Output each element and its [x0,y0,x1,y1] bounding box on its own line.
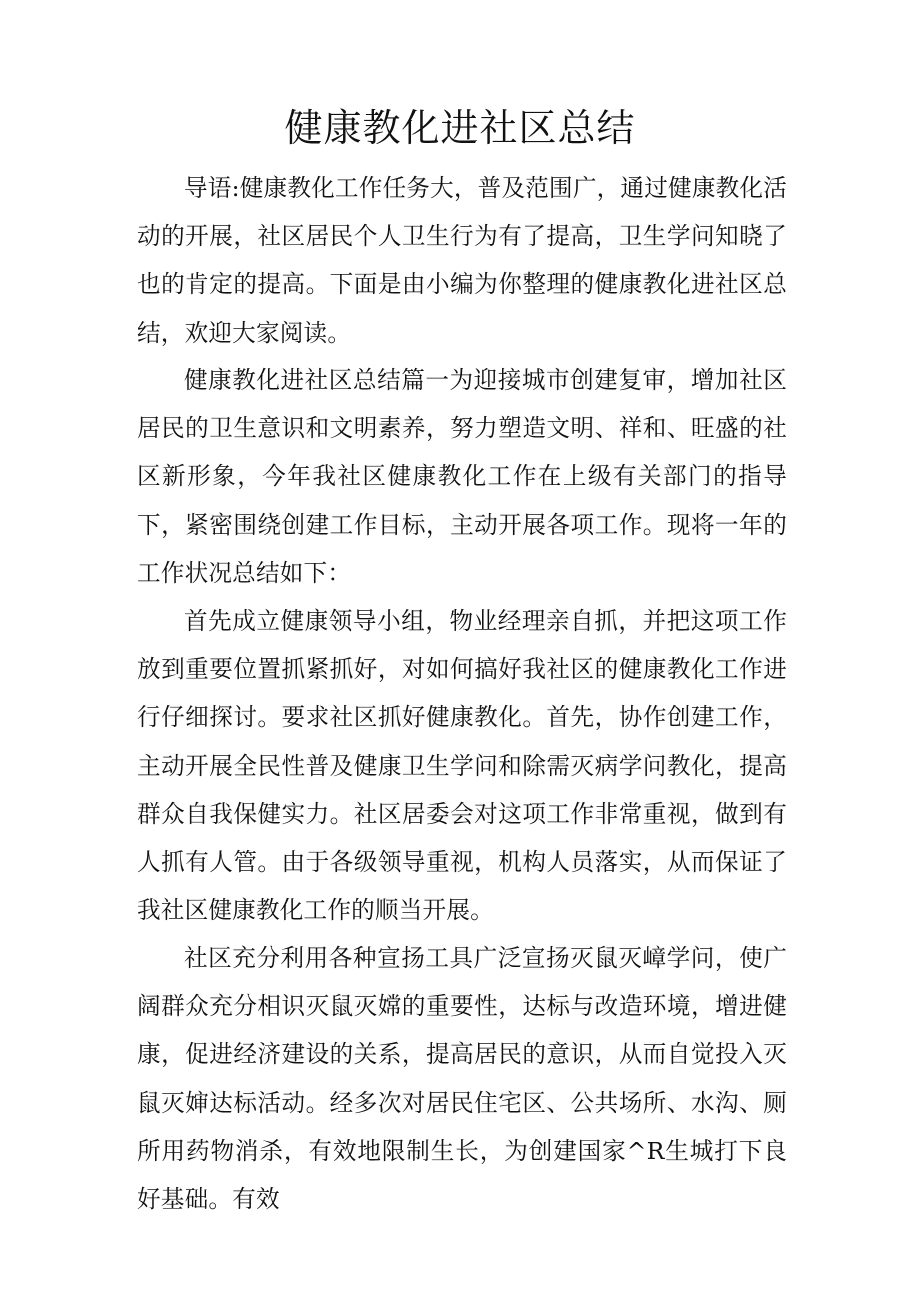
paragraph-leadership: 首先成立健康领导小组，物业经理亲自抓，并把这项工作放到重要位置抓紧抓好，对如何搞好我社区的健康教化工作进行仔细探讨。要求社区抓好健康教化。首先，协作创建工作，主动开展全民性普及健康卫生学问和除需灭病学问教化，提高群众自我保健实力。社区居委会对这项工作非常重视，做到有人抓有人管。由于各级领导重视，机构人员落实，从而保证了我社区健康教化工作的顺当开展。 [137,607,787,925]
document-title: 健康教化进社区总结 [284,106,636,150]
paragraph-part-one: 健康教化进社区总结篇一为迎接城市创建复审，增加社区居民的卫生意识和文明素养，努力塑造文明、祥和、旺盛的社区新形象，今年我社区健康教化工作在上级有关部门的指导下，紧密围绕创建工作目标，主动开展各项工作。现将一年的工作状况总结如下： [137,366,787,587]
paragraph-intro: 导语:健康教化工作任务大，普及范围广，通过健康教化活动的开展，社区居民个人卫生行为有了提高，卫生学问知晓了也的肯定的提高。下面是由小编为你整理的健康教化进社区总结，欢迎大家阅读。 [137,174,787,347]
paragraph-publicity: 社区充分利用各种宣扬工具广泛宣扬灭鼠灭嶂学问，使广阔群众充分相识灭鼠灭嫦的重要性，达标与改造环境，增进健康，促进经济建设的关系，提高居民的意识，从而自觉投入灭鼠灭婶达标活动。经多次对居民住宅区、公共场所、水沟、厕所用药物消杀，有效地限制生长，为创建国家^R生城打下良好基础。有效 [137,944,787,1214]
